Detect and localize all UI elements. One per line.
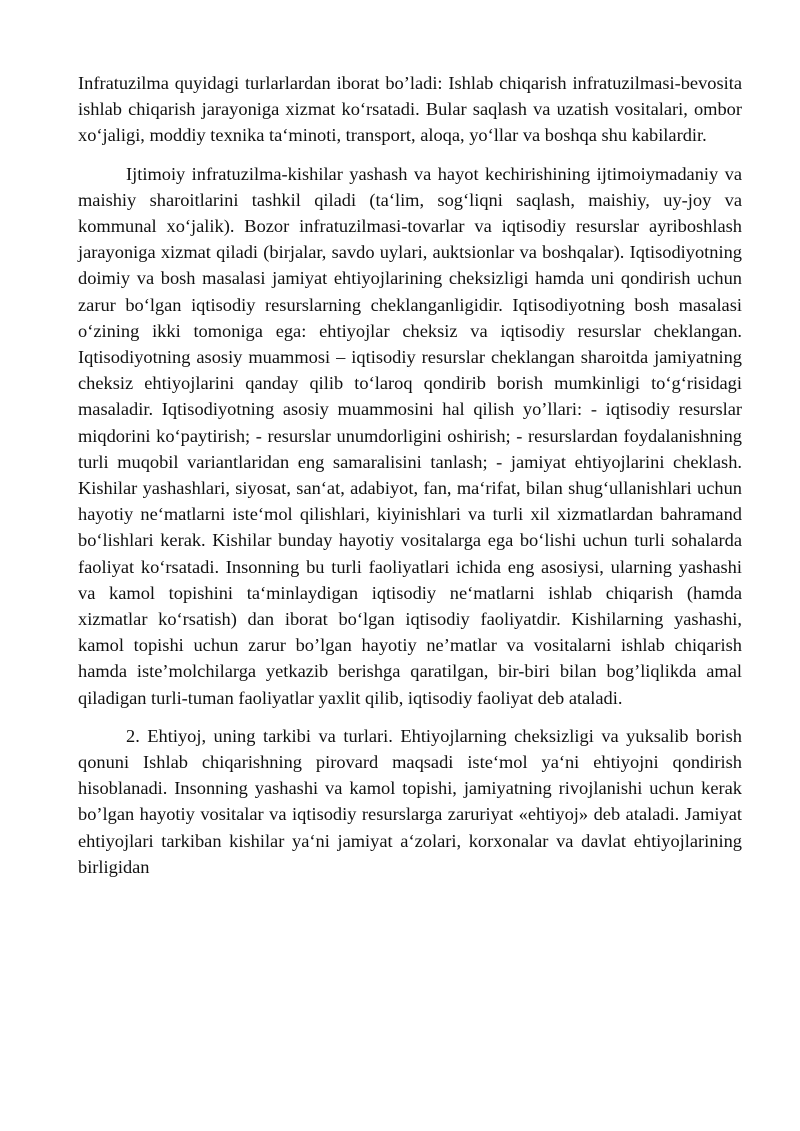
- paragraph-infrastructure-types: Infratuzilma quyidagi turlarlardan iborat bo’ladi: Ishlab chiqarish infratuzilmasi-bevosita ishlab chiqarish jarayoniga xizmat ko‘rsatadi. Bular saqlash va uzatish vositalari, ombor xo‘jaligi, moddiy texnika ta‘minoti, transport, aloqa, yo‘llar va boshqa shu kabilardir.: [78, 73, 742, 146]
- paragraph-social-infrastructure: Ijtimoiy infratuzilma-kishilar yashash va hayot kechirishining ijtimoiymadaniy va maishiy sharoitlarini tashkil qiladi (ta‘lim, sog‘liqni saqlash, maishiy, uy-joy va kommunal xo‘jalik). Bozor infratuzilmasi-tovarlar va iqtisodiy resurslar ayriboshlash jarayoniga xizmat qiladi (birjalar, savdo uylari, auktsionlar va boshqalar). Iqtisodiyotning doimiy va bosh masalasi jamiyat ehtiyojlarining cheksizligi hamda uni qondirish uchun zarur bo‘lgan iqtisodiy resurslarning cheklanganligidir. Iqtisodiyotning bosh masalasi o‘zining ikki tomoniga ega: ehtiyojlar cheksiz va iqtisodiy resurslar cheklangan. Iqtisodiyotning asosiy muammosi – iqtisodiy resurslar cheklangan sharoitda jamiyatning cheksiz ehtiyojlarini qanday qilib to‘laroq qondirib borish mumkinligi to‘g‘risidagi masaladir. Iqtisodiyotning asosiy muammosini hal qilish yo’llari: - iqtisodiy resurslar miqdorini ko‘paytirish; - resurslar unumdorligini oshirish; - resurslardan foydalanishning turli muqobil variantlaridan eng samaralisini tanlash; - jamiyat ehtiyojlarini cheklash. Kishilar yashashlari, siyosat, san‘at, adabiyot, fan, ma‘rifat, bilan shug‘ullanishlari uchun hayotiy ne‘matlarni iste‘mol qilishlari, kiyinishlari va turli xil xizmatlardan bahramand bo‘lishlari kerak. Kishilar bunday hayotiy vositalarga ega bo‘lishi uchun turli sohalarda faoliyat ko‘rsatadi. Insonning bu turli faoliyatlari ichida eng asosiysi, ularning yashashi va kamol topishini ta‘minlaydigan iqtisodiy ne‘matlarni ishlab chiqarish (hamda xizmatlar ko‘rsatish) dan iborat bo‘lgan iqtisodiy faoliyatdir. Kishilarning yashashi, kamol topishi uchun zarur bo’lgan hayotiy ne’matlar va vositalarni ishlab chiqarish hamda iste’molchilarga yetkazib berishga qaratilgan, bir-biri bilan bog’liqlikda amal qiladigan turli-tuman faoliyatlar yaxlit qilib, iqtisodiy faoliyat deb ataladi.: [78, 163, 742, 708]
- paragraph-needs-section: 2. Ehtiyoj, uning tarkibi va turlari. Ehtiyojlarning cheksizligi va yuksalib borish qonuni Ishlab chiqarishning pirovard maqsadi iste‘mol ya‘ni ehtiyojni qondirish hisoblanadi. Insonning yashashi va kamol topishi, jamiyatning rivojlanishi uchun kerak bo’lgan hayotiy vositalar va iqtisodiy resurslarga zaruriyat «ehtiyoj» deb ataladi. Jamiyat ehtiyojlari tarkiban kishilar ya‘ni jamiyat a‘zolari, korxonalar va davlat ehtiyojlarining birligidan: [78, 725, 742, 877]
- document-page: [78, 70, 742, 880]
